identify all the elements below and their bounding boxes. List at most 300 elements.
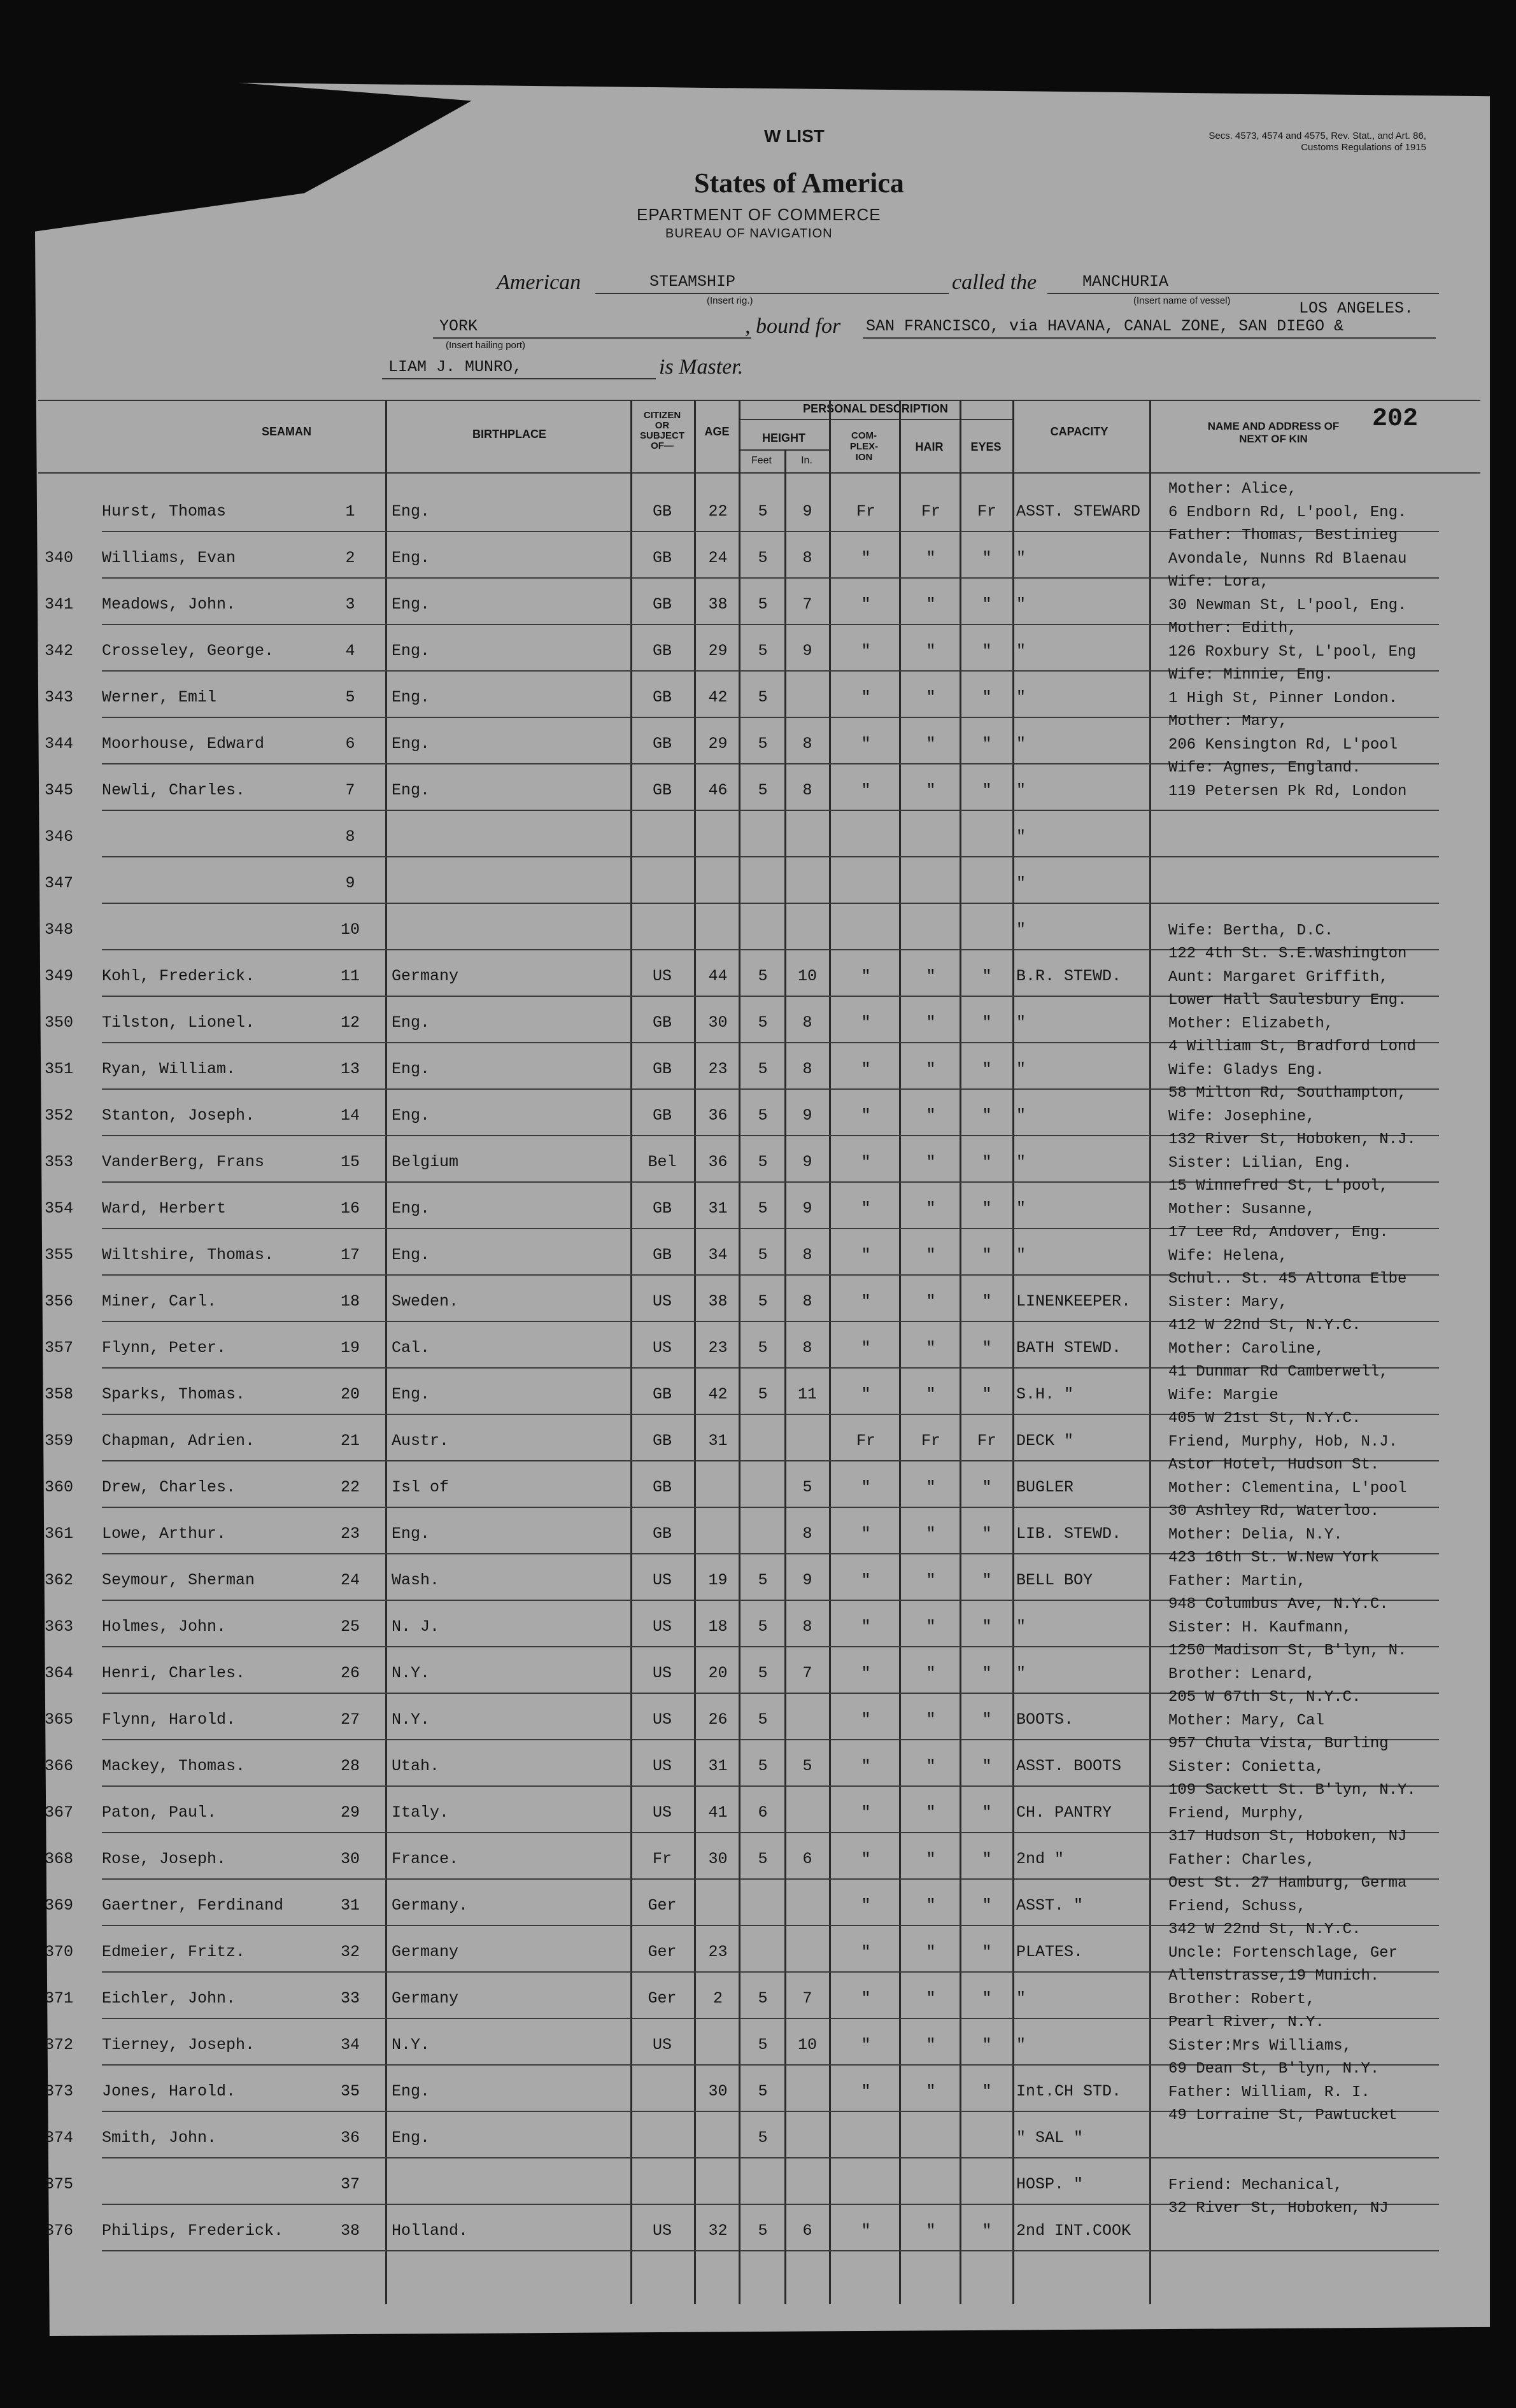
is-master-label: is Master. — [659, 355, 744, 379]
height-rule — [739, 449, 829, 451]
cell-no: 27 — [340, 1710, 360, 1729]
next-of-kin-line: Friend: Mechanical, — [1168, 2176, 1343, 2194]
cell-hair: Fr — [921, 502, 940, 521]
cell-name: Crosseley, George. — [102, 642, 274, 660]
cell-inches: 9 — [802, 502, 812, 521]
next-of-kin-line: Friend, Murphy, Hob, N.J. — [1168, 1433, 1398, 1451]
cell-hair: " — [926, 549, 936, 567]
cell-birthplace: Eng. — [392, 2129, 430, 2147]
cell-no: 22 — [340, 1478, 360, 1496]
cell-capacity: DECK " — [1016, 1432, 1074, 1450]
cell-eyes: " — [982, 1478, 992, 1496]
next-of-kin-line: 17 Lee Rd, Andover, Eng. — [1168, 1224, 1389, 1241]
cell-citizen — [634, 907, 691, 953]
cell-ref: 345 — [45, 781, 74, 799]
cell-feet: 5 — [758, 2082, 768, 2101]
col-seaman: SEAMAN — [261, 425, 311, 438]
cell-age: 30 — [708, 1850, 728, 1868]
cell-citizen — [634, 814, 691, 860]
cell-age: 18 — [708, 1617, 728, 1636]
cell-citizen: GB — [652, 688, 672, 707]
cell-eyes: Fr — [977, 502, 996, 521]
cell-hair: " — [926, 1292, 936, 1311]
cell-hair: " — [926, 1710, 936, 1729]
cell-no: 10 — [340, 920, 360, 939]
cell-ref: 351 — [45, 1060, 74, 1078]
cell-eyes: " — [982, 2036, 992, 2054]
cell-citizen: Fr — [652, 1850, 672, 1868]
cell-name: Stanton, Joseph. — [102, 1106, 255, 1125]
next-of-kin-line: Wife: Minnie, Eng. — [1168, 666, 1334, 684]
cell-capacity: 2nd INT.COOK — [1016, 2221, 1131, 2240]
cell-hair: " — [926, 1478, 936, 1496]
col-eyes: EYES — [970, 440, 1002, 453]
cell-citizen: US — [652, 1292, 672, 1311]
cell-feet: 5 — [758, 1664, 768, 1682]
cell-no: 14 — [340, 1106, 360, 1125]
cell-no: 30 — [340, 1850, 360, 1868]
next-of-kin-line: Wife: Gladys Eng. — [1168, 1061, 1324, 1079]
next-of-kin-line: 342 W 22nd St, N.Y.C. — [1168, 1921, 1361, 1938]
next-of-kin-line: 69 Dean St, B'lyn, N.Y. — [1168, 2060, 1380, 2078]
cell-citizen: GB — [652, 1013, 672, 1032]
next-of-kin-line: 41 Dunmar Rd Camberwell, — [1168, 1363, 1389, 1381]
destination-extra: LOS ANGELES. — [1299, 299, 1414, 318]
cell-age: 38 — [708, 595, 728, 614]
cell-ref: 355 — [45, 1246, 74, 1264]
cell-feet: 5 — [758, 1850, 768, 1868]
cell-citizen: US — [652, 1339, 672, 1357]
cell-birthplace: N.Y. — [392, 1710, 430, 1729]
cell-citizen: Ger — [648, 1896, 677, 1915]
cell-inches — [788, 814, 826, 860]
cell-ref: 365 — [45, 1710, 74, 1729]
cell-no: 6 — [345, 735, 355, 753]
cell-inches — [788, 1883, 826, 1929]
next-of-kin-line: Brother: Robert, — [1168, 1990, 1315, 2008]
cell-name: Tierney, Joseph. — [102, 2036, 255, 2054]
cell-capacity: Int.CH STD. — [1016, 2082, 1122, 2101]
cell-citizen: GB — [652, 502, 672, 521]
cell-age: 23 — [708, 1943, 728, 1961]
cell-complexion: " — [861, 1339, 871, 1357]
cell-name: Drew, Charles. — [102, 1478, 236, 1496]
cell-hair: " — [926, 1339, 936, 1357]
next-of-kin-line: Mother: Alice, — [1168, 481, 1297, 498]
cell-citizen — [634, 2162, 691, 2207]
cell-inches: 5 — [802, 1757, 812, 1775]
cell-capacity: BATH STEWD. — [1016, 1339, 1122, 1357]
next-of-kin-line: Mother: Edith, — [1168, 620, 1297, 637]
cell-hair: " — [926, 1803, 936, 1822]
cell-ref: 342 — [45, 642, 74, 660]
cell-no: 32 — [340, 1943, 360, 1961]
cell-inches: 8 — [802, 1339, 812, 1357]
cell-capacity: " — [1016, 1989, 1026, 2008]
cell-no: 5 — [345, 688, 355, 707]
cell-no: 13 — [340, 1060, 360, 1078]
cell-hair: " — [926, 2036, 936, 2054]
next-of-kin-line: Wife: Bertha, D.C. — [1168, 922, 1334, 940]
cell-inches — [788, 861, 826, 906]
cell-ref — [45, 489, 96, 535]
cell-hair: Fr — [921, 1432, 940, 1450]
cell-citizen: US — [652, 2221, 672, 2240]
cell-hair: " — [926, 1060, 936, 1078]
cell-ref: 370 — [45, 1943, 74, 1961]
cell-name: Rose, Joseph. — [102, 1850, 227, 1868]
cell-feet: 5 — [758, 1013, 768, 1032]
cell-name: Flynn, Harold. — [102, 1710, 236, 1729]
cell-citizen: GB — [652, 1478, 672, 1496]
cell-complexion: Fr — [856, 502, 875, 521]
cell-capacity: S.H. " — [1016, 1385, 1074, 1404]
cell-complexion: " — [861, 1664, 871, 1682]
cell-name: Smith, John. — [102, 2129, 217, 2147]
next-of-kin-line: 6 Endborn Rd, L'pool, Eng. — [1168, 503, 1407, 521]
col-feet: Feet — [751, 455, 772, 466]
cell-no: 31 — [340, 1896, 360, 1915]
cell-age — [697, 2162, 739, 2207]
cell-capacity: " — [1016, 1199, 1026, 1218]
header-top-rule — [38, 400, 1480, 401]
cell-complexion: " — [861, 1943, 871, 1961]
cell-no: 37 — [340, 2175, 360, 2193]
cell-ref: 344 — [45, 735, 74, 753]
next-of-kin-line: Lower Hall Saulesbury Eng. — [1168, 992, 1407, 1009]
cell-capacity: PLATES. — [1016, 1943, 1084, 1961]
cell-birthplace: Eng. — [392, 781, 430, 799]
cell-no: 33 — [340, 1989, 360, 2008]
cell-name: Moorhouse, Edward — [102, 735, 265, 753]
cell-inches: 8 — [802, 1292, 812, 1311]
cell-feet: 5 — [758, 1757, 768, 1775]
cell-eyes — [963, 907, 1011, 953]
cell-age: 29 — [708, 642, 728, 660]
cell-ref: 376 — [45, 2221, 74, 2240]
cell-feet: 5 — [758, 1571, 768, 1589]
cell-ref: 340 — [45, 549, 74, 567]
cell-citizen: US — [652, 1571, 672, 1589]
cell-feet: 5 — [758, 1339, 768, 1357]
cell-capacity: " — [1016, 920, 1026, 939]
cell-name: Newli, Charles. — [102, 781, 246, 799]
cell-eyes: " — [982, 1757, 992, 1775]
cell-capacity: B.R. STEWD. — [1016, 967, 1122, 985]
cell-feet: 6 — [758, 1803, 768, 1822]
cell-eyes: " — [982, 1850, 992, 1868]
cell-inches — [788, 2069, 826, 2115]
next-of-kin-line: Father: Thomas, Bestinieg — [1168, 527, 1398, 544]
cell-name: Flynn, Peter. — [102, 1339, 227, 1357]
cell-eyes: " — [982, 1199, 992, 1218]
cell-age: 30 — [708, 2082, 728, 2101]
cell-eyes: " — [982, 2082, 992, 2101]
cell-citizen: GB — [652, 735, 672, 753]
cell-name: VanderBerg, Frans — [102, 1153, 265, 1171]
cell-birthplace: Austr. — [392, 1432, 450, 1450]
cell-name: Holmes, John. — [102, 1617, 227, 1636]
cell-birthplace: Holland. — [392, 2221, 469, 2240]
cell-inches: 8 — [802, 735, 812, 753]
next-of-kin-line: Mother: Susanne, — [1168, 1200, 1315, 1218]
cell-age: 44 — [708, 967, 728, 985]
cell-no: 8 — [345, 827, 355, 846]
cell-ref: 361 — [45, 1524, 74, 1543]
next-of-kin-line: 30 Newman St, L'pool, Eng. — [1168, 596, 1407, 614]
col-next-of-kin: NAME AND ADDRESS OF NEXT OF KIN — [1207, 420, 1340, 445]
cell-birthplace: N. J. — [392, 1617, 440, 1636]
cell-hair: " — [926, 1617, 936, 1636]
cell-feet: 5 — [758, 2036, 768, 2054]
cell-name: Kohl, Frederick. — [102, 967, 255, 985]
cell-inches: 9 — [802, 642, 812, 660]
cell-inches: 8 — [802, 1060, 812, 1078]
cell-ref: 369 — [45, 1896, 74, 1915]
cell-eyes: " — [982, 1153, 992, 1171]
cell-eyes: " — [982, 1246, 992, 1264]
cell-complexion: " — [861, 2221, 871, 2240]
cell-citizen: US — [652, 1664, 672, 1682]
cell-hair: " — [926, 1013, 936, 1032]
cell-capacity: " — [1016, 1060, 1026, 1078]
next-of-kin-line: Wife: Agnes, England. — [1168, 759, 1361, 777]
cell-capacity: " — [1016, 1013, 1026, 1032]
cell-inches — [788, 907, 826, 953]
next-of-kin-line: 126 Roxbury St, L'pool, Eng — [1168, 643, 1416, 661]
cell-no: 28 — [340, 1757, 360, 1775]
cell-eyes: " — [982, 1106, 992, 1125]
cell-inches: 7 — [802, 1989, 812, 2008]
cell-name: Hurst, Thomas — [102, 502, 227, 521]
next-of-kin-line: 948 Columbus Ave, N.Y.C. — [1168, 1596, 1389, 1613]
cell-eyes: " — [982, 1013, 992, 1032]
cell-age: 36 — [708, 1153, 728, 1171]
cell-age: 29 — [708, 735, 728, 753]
cell-capacity: ASST. " — [1016, 1896, 1084, 1915]
cell-name: Edmeier, Fritz. — [102, 1943, 246, 1961]
cell-hair: " — [926, 642, 936, 660]
bound-for-label: , bound for — [745, 314, 841, 338]
cell-birthplace: Eng. — [392, 2082, 430, 2101]
next-of-kin-line: Father: William, R. I. — [1168, 2083, 1370, 2101]
cell-inches: 8 — [802, 549, 812, 567]
cell-citizen: US — [652, 1617, 672, 1636]
cell-inches: 8 — [802, 781, 812, 799]
cell-ref: 363 — [45, 1617, 74, 1636]
cell-hair: " — [926, 595, 936, 614]
cell-citizen: US — [652, 1710, 672, 1729]
cell-age — [697, 2115, 739, 2161]
cell-complexion: " — [861, 1153, 871, 1171]
row-rule — [102, 903, 1439, 904]
next-of-kin-line: Father: Martin, — [1168, 1572, 1307, 1590]
cell-citizen: GB — [652, 549, 672, 567]
cell-eyes: " — [982, 2221, 992, 2240]
cell-ref: 352 — [45, 1106, 74, 1125]
cell-complexion: " — [861, 1199, 871, 1218]
cell-ref: 367 — [45, 1803, 74, 1822]
cell-inches: 6 — [802, 2221, 812, 2240]
cell-inches: 11 — [797, 1385, 817, 1404]
cell-birthplace: N.Y. — [392, 2036, 430, 2054]
cell-feet: 5 — [758, 1153, 768, 1171]
master-name: LIAM J. MUNRO, — [388, 358, 523, 376]
cell-complexion: " — [861, 642, 871, 660]
cell-complexion — [834, 861, 898, 906]
cell-hair — [903, 2162, 959, 2207]
cell-inches: 6 — [802, 1850, 812, 1868]
cell-complexion: " — [861, 1292, 871, 1311]
cell-ref: 341 — [45, 595, 74, 614]
cell-feet: 5 — [758, 2221, 768, 2240]
cell-hair: " — [926, 2082, 936, 2101]
cell-no: 26 — [340, 1664, 360, 1682]
col-inches: In. — [801, 455, 812, 466]
cell-hair: " — [926, 1989, 936, 2008]
cell-complexion: " — [861, 2082, 871, 2101]
cell-feet — [744, 1883, 782, 1929]
cell-hair: " — [926, 735, 936, 753]
cell-no: 20 — [340, 1385, 360, 1404]
next-of-kin-line: Father: Charles, — [1168, 1851, 1315, 1869]
cell-hair — [903, 2115, 959, 2161]
called-the-label: called the — [952, 271, 1037, 294]
cell-age: 41 — [708, 1803, 728, 1822]
next-of-kin-line: Wife: Helena, — [1168, 1247, 1288, 1265]
cell-complexion: " — [861, 1617, 871, 1636]
cell-eyes: " — [982, 1292, 992, 1311]
cell-no: 1 — [345, 502, 355, 521]
cell-feet — [744, 861, 782, 906]
cell-inches — [788, 2162, 826, 2207]
next-of-kin-line: 132 River St, Hoboken, N.J. — [1168, 1131, 1416, 1148]
cell-eyes: " — [982, 688, 992, 707]
cell-no: 19 — [340, 1339, 360, 1357]
col-hair: HAIR — [915, 440, 944, 453]
cell-inches: 8 — [802, 1524, 812, 1543]
next-of-kin-line: Astor Hotel, Hudson St. — [1168, 1456, 1380, 1474]
cell-capacity: " — [1016, 1106, 1026, 1125]
cell-inches: 10 — [797, 2036, 817, 2054]
cell-no: 38 — [340, 2221, 360, 2240]
cell-capacity: " — [1016, 735, 1026, 753]
cell-eyes: " — [982, 1060, 992, 1078]
cell-name: Ward, Herbert — [102, 1199, 227, 1218]
country-title: States of America — [694, 167, 904, 199]
cell-eyes: " — [982, 967, 992, 985]
cell-ref: 346 — [45, 827, 74, 846]
cell-complexion: " — [861, 1850, 871, 1868]
cell-birthplace: Eng. — [392, 502, 430, 521]
cell-feet: 5 — [758, 1199, 768, 1218]
cell-name: Paton, Paul. — [102, 1803, 217, 1822]
cell-complexion: " — [861, 1385, 871, 1404]
cell-age: 46 — [708, 781, 728, 799]
cell-age — [697, 907, 739, 953]
cell-birthplace: Eng. — [392, 1013, 430, 1032]
vessel-hint: (Insert name of vessel) — [1133, 295, 1231, 306]
cell-birthplace: Eng. — [392, 642, 430, 660]
next-of-kin-line: 49 Lorraine St, Pawtucket — [1168, 2107, 1398, 2124]
cell-citizen: GB — [652, 642, 672, 660]
cell-birthplace: Eng. — [392, 1060, 430, 1078]
cell-complexion: " — [861, 735, 871, 753]
cell-age: 23 — [708, 1060, 728, 1078]
cell-complexion: " — [861, 1989, 871, 2008]
cell-ref: 368 — [45, 1850, 74, 1868]
cell-no: 12 — [340, 1013, 360, 1032]
cell-citizen: Ger — [648, 1989, 677, 2008]
cell-hair: " — [926, 1943, 936, 1961]
cell-birthplace: Eng. — [392, 688, 430, 707]
cell-capacity: BUGLER — [1016, 1478, 1074, 1496]
next-of-kin-line: 109 Sackett St. B'lyn, N.Y. — [1168, 1782, 1416, 1799]
department: EPARTMENT OF COMMERCE — [637, 205, 881, 224]
cell-no: 17 — [340, 1246, 360, 1264]
cell-capacity: LIB. STEWD. — [1016, 1524, 1122, 1543]
cell-citizen: GB — [652, 1106, 672, 1125]
next-of-kin-line: 32 River St, Hoboken, NJ — [1168, 2200, 1389, 2217]
cell-eyes — [963, 814, 1011, 860]
next-of-kin-line: Avondale, Nunns Rd Blaenau — [1168, 550, 1407, 568]
next-of-kin-line: 1 High St, Pinner London. — [1168, 689, 1398, 707]
cell-inches: 9 — [802, 1571, 812, 1589]
cell-age: 42 — [708, 1385, 728, 1404]
cell-inches — [788, 1929, 826, 1975]
cell-eyes: " — [982, 1664, 992, 1682]
col-capacity: CAPACITY — [1050, 425, 1109, 438]
cell-complexion: " — [861, 549, 871, 567]
cell-birthplace: Isl of — [392, 1478, 450, 1496]
cell-hair: " — [926, 1757, 936, 1775]
statute-note: Secs. 4573, 4574 and 4575, Rev. Stat., and Art. 86, Customs Regulations of 1915 — [1208, 130, 1426, 153]
cell-complexion: " — [861, 1060, 871, 1078]
cell-eyes: " — [982, 549, 992, 567]
cell-ref: 371 — [45, 1989, 74, 2008]
cell-feet: 5 — [758, 1385, 768, 1404]
cell-capacity: " — [1016, 642, 1026, 660]
cell-ref: 358 — [45, 1385, 74, 1404]
cell-citizen: GB — [652, 781, 672, 799]
cell-inches: 8 — [802, 1013, 812, 1032]
cell-eyes: Fr — [977, 1432, 996, 1450]
col-height: HEIGHT — [762, 432, 805, 444]
cell-capacity: " — [1016, 827, 1026, 846]
cell-ref: 375 — [45, 2175, 74, 2193]
cell-hair: " — [926, 1199, 936, 1218]
cell-name: Gaertner, Ferdinand — [102, 1896, 284, 1915]
cell-capacity: CH. PANTRY — [1016, 1803, 1112, 1822]
cell-age: 31 — [708, 1432, 728, 1450]
next-of-kin-line: 412 W 22nd St, N.Y.C. — [1168, 1317, 1361, 1334]
cell-ref: 347 — [45, 874, 74, 892]
cell-birthplace: Wash. — [392, 1571, 440, 1589]
cell-complexion: " — [861, 1710, 871, 1729]
cell-age: 22 — [708, 502, 728, 521]
next-of-kin-line: Mother: Caroline, — [1168, 1340, 1324, 1358]
cell-hair: " — [926, 688, 936, 707]
cell-inches: 7 — [802, 595, 812, 614]
cell-age — [697, 1465, 739, 1510]
next-of-kin-line: Sister:Mrs Williams, — [1168, 2037, 1352, 2055]
col-personal-description: PERSONAL DESCRIPTION — [803, 402, 948, 415]
cell-eyes: " — [982, 1617, 992, 1636]
cell-no: 9 — [345, 874, 355, 892]
cell-feet: 5 — [758, 1617, 768, 1636]
cell-citizen: GB — [652, 1246, 672, 1264]
cell-complexion: " — [861, 967, 871, 985]
